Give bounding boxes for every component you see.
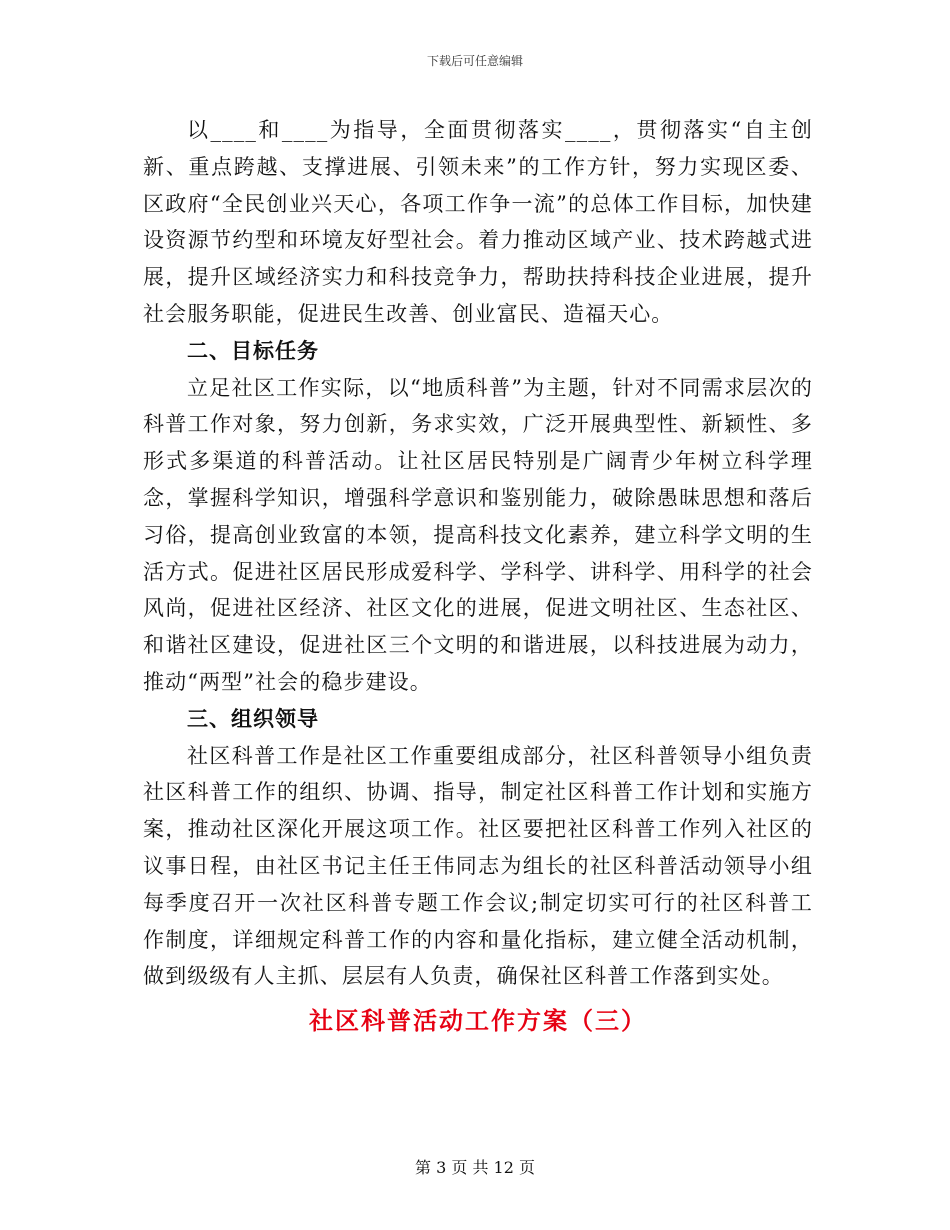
section-heading-organization: 三、组织领导 xyxy=(187,706,319,731)
organization-paragraph: 社区科普工作是社区工作重要组成部分，社区科普领导小组负责社区科普工作的组织、协调、指导，制定社区科普工作计划和实施方案，推动社区深化开展这项工作。社区要把社区科普工作列入社区的议事日程，由社区书记主任王伟同志为组长的社区科普活动领导小组每季度召开一次社区科普专题工作会议;制定切实可行的社区科普工作制度，详细规定科普工作的内容和量化指标，建立健全活动机制，做到级级有人主抓、层层有人负责，确保社区科普工作落到实处。 xyxy=(143,743,813,989)
section-heading-goals: 二、目标任务 xyxy=(187,338,319,363)
page-footer: 第 3 页 共 12 页 xyxy=(415,1158,535,1177)
next-section-title: 社区科普活动工作方案（三） xyxy=(309,1006,647,1036)
goals-paragraph: 立足社区工作实际，以“地质科普”为主题，针对不同需求层次的科普工作对象，努力创新，务求实效，广泛开展典型性、新颖性、多形式多渠道的科普活动。让社区居民特别是广阔青少年树立科学理念，掌握科学知识，增强科学意识和鉴别能力，破除愚昧思想和落后习俗，提高创业致富的本领，提高科技文化素养，建立科学文明的生活方式。促进社区居民形成爱科学、学科学、讲科学、用科学的社会风尚，促进社区经济、社区文化的进展，促进文明社区、生态社区、和谐社区建设，促进社区三个文明的和谐进展，以科技进展为动力，推动“两型”社会的稳步建设。 xyxy=(143,375,813,694)
document-body xyxy=(143,112,813,1041)
intro-paragraph: 以____和____为指导，全面贯彻落实____，贯彻落实“自主创新、重点跨越、支撑进展、引领未来”的工作方针，努力实现区委、区政府“全民创业兴天心，各项工作争一流”的总体工作目标，加快建设资源节约型和环境友好型社会。着力推动区域产业、技术跨越式进展，提升区域经济实力和科技竞争力，帮助扶持科技企业进展，提升社会服务职能，促进民生改善、创业富民、造福天心。 xyxy=(143,118,813,326)
page-header: 下载后可任意编辑 xyxy=(426,54,523,68)
